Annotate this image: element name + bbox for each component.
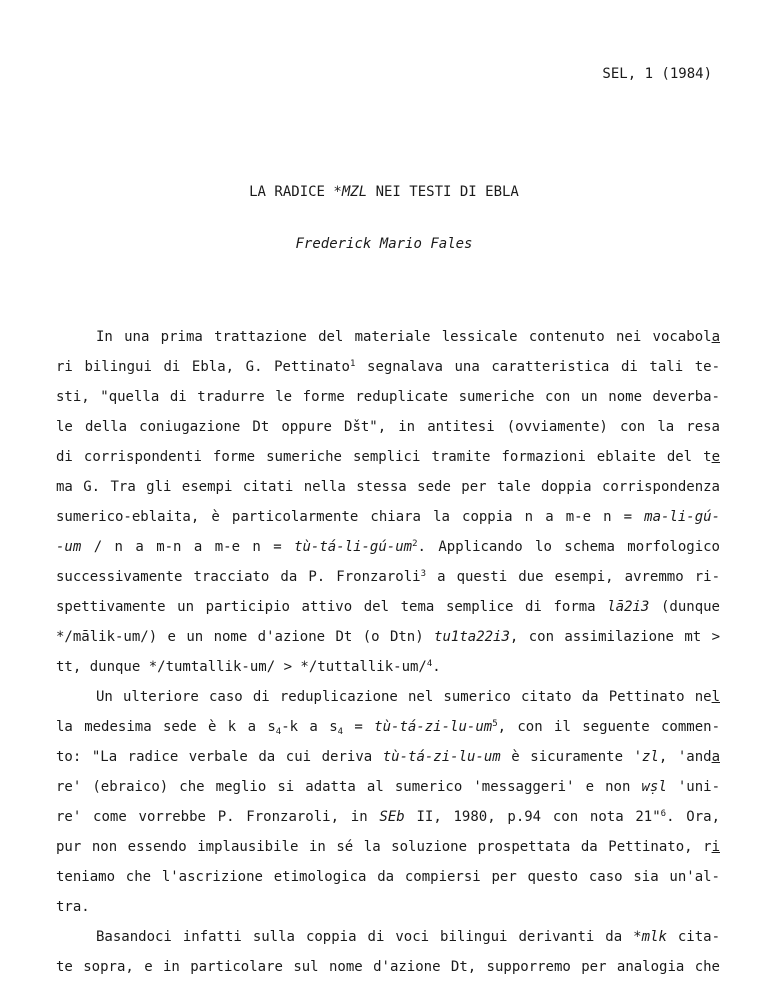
paragraph-2-line: re' (ebraico) che meglio si adatta al sumerico 'messaggeri' e non wṣl 'uni- bbox=[56, 779, 721, 795]
footnote-marker: 2 bbox=[412, 539, 418, 549]
paragraph-1-line: sti, "quella di tradurre le forme reduplicate sumeriche con un nome deverba- bbox=[56, 389, 720, 405]
paragraph-1-line: le della coniugazione Dt oppure Dšt", in antitesi (ovviamente) con la resa bbox=[56, 419, 720, 435]
paragraph-2-line: la medesima sede è k a $s_4-k$ a $s_4$ = $tù-tá-zi-lu-um^5$, con il seguente commen- bbox=[56, 719, 720, 737]
footnote-marker: 3 bbox=[420, 569, 426, 579]
title-root: *MZL bbox=[333, 184, 368, 200]
footnote-marker: 5 bbox=[492, 719, 498, 729]
paragraph-1-line: spettivamente un participio attivo del tema semplice di forma lā2i3 (dunque bbox=[56, 599, 720, 615]
author-name: Frederick Mario Fales bbox=[295, 236, 473, 252]
paragraph-2-line: re' come vorrebbe P. Fronzaroli, in SEb II, 1980, p.94 con nota 21"$^6$. Ora, bbox=[56, 809, 720, 825]
paragraph-1-line: sumerico-eblaita, è particolarmente chiara la coppia n a m-e n = ma-li-gú- bbox=[56, 509, 720, 525]
paragraph-1-line: ma G. Tra gli esempi citati nella stessa sede per tale doppia corrispondenza bbox=[56, 479, 720, 495]
paragraph-1-line: */mālik-um/) e un nome d'azione Dt (o Dtn) tu1ta22i3, con assimilazione mt > bbox=[56, 629, 720, 645]
paragraph-2-line: Un ulteriore caso di reduplicazione nel sumerico citato da Pettinato nel bbox=[96, 689, 720, 705]
paragraph-3-line: te sopra, e in particolare sul nome d'azione Dt, supporremo per analogia che bbox=[56, 959, 720, 975]
article-title: LA RADICE *MZL NEI TESTI DI EBLA bbox=[249, 184, 519, 200]
paragraph-1-line: tt, dunque */tumtallik-um/ > */tuttallik-um/$^4$. bbox=[56, 659, 441, 675]
paragraph-2-line: to: "La radice verbale da cui deriva tù-tá-zi-lu-um è sicuramente 'zl, 'anda bbox=[56, 749, 720, 765]
paragraph-3-line: Basandoci infatti sulla coppia di voci bilingui derivanti da *mlk cita- bbox=[96, 929, 721, 945]
footnote-marker: 6 bbox=[660, 809, 667, 819]
paragraph-1-line: di corrispondenti forme sumeriche semplici tramite formazioni eblaite del te bbox=[56, 449, 720, 465]
paragraph-2-line: pur non essendo implausibile in sé la soluzione prospettata da Pettinato, ri bbox=[56, 839, 720, 855]
paragraph-1-line: successivamente tracciato da P. Fronzaroli$^3$ a questi due esempi, avremmo ri- bbox=[56, 569, 720, 585]
paragraph-2-line: teniamo che l'ascrizione etimologica da compiersi per questo caso sia un'al- bbox=[56, 869, 720, 885]
paragraph-1-line: -um / n a m-n a m-e $n = tù-tá-li-gú-um^2$. Applicando lo schema morfologico bbox=[56, 539, 720, 555]
journal-reference: SEL, 1 (1984) bbox=[602, 66, 712, 82]
footnote-marker: 4 bbox=[426, 659, 433, 669]
paragraph-2-line: tra. bbox=[56, 899, 90, 915]
footnote-marker: 1 bbox=[350, 359, 356, 369]
paragraph-1-line: ri bilingui di Ebla, G. Pettinato$^1$ segnalava una caratteristica di tali te- bbox=[56, 359, 721, 375]
paragraph-1-line: In una prima trattazione del materiale lessicale contenuto nei vocabola bbox=[96, 329, 720, 345]
article-body bbox=[56, 322, 720, 982]
